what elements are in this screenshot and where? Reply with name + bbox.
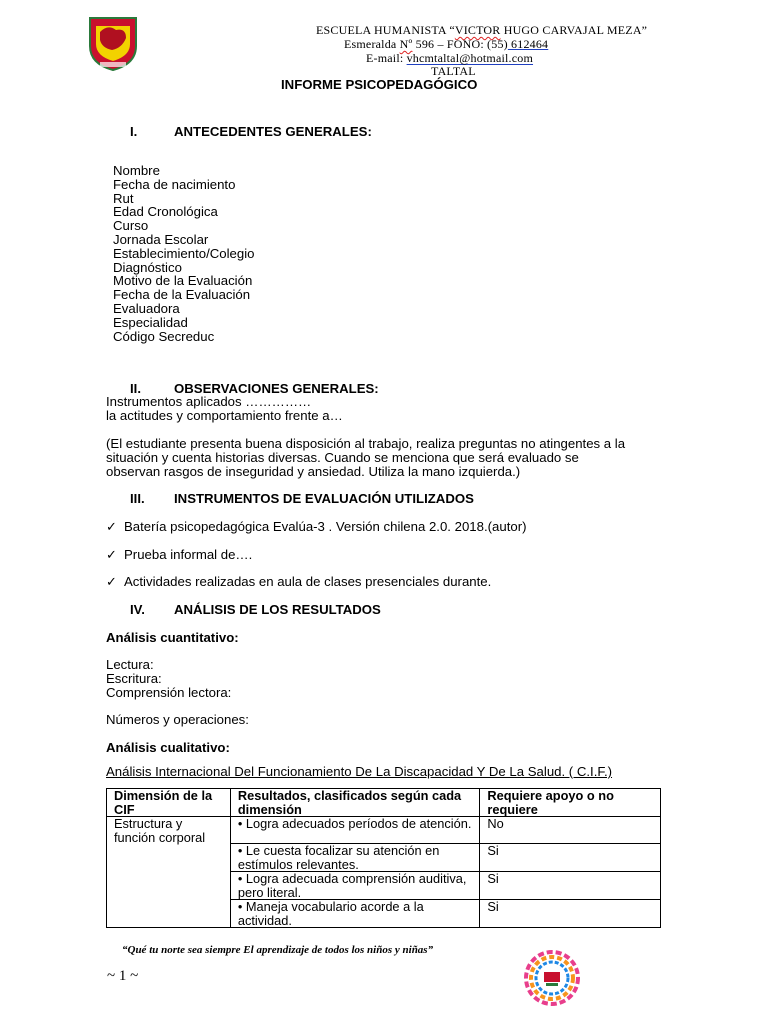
result-cell: • Le cuesta focalizar su atención en estímulos relevantes.: [230, 844, 479, 872]
result-cell: • Logra adecuados períodos de atención.: [230, 817, 479, 844]
field-label: Diagnóstico: [113, 259, 182, 275]
field-label: Fecha de la Evaluación: [113, 287, 251, 303]
observation-attitudes: la actitudes y comportamiento frente a…: [106, 408, 343, 423]
lectura-label: Lectura:: [106, 657, 154, 672]
result-cell: • Maneja vocabulario acorde a la actividad.: [230, 900, 479, 928]
field-label: Nombre: [113, 163, 160, 178]
support-cell: Si: [480, 900, 661, 928]
section-heading-3: III. INSTRUMENTOS DE EVALUACIÓN UTILIZADOS: [130, 491, 474, 506]
fields-list: [113, 164, 254, 343]
field-label: Evaluadora: [113, 300, 180, 316]
section-heading-4: IV. ANÁLISIS DE LOS RESULTADOS: [130, 602, 381, 617]
support-cell: Si: [480, 844, 661, 872]
checkmark-icon: ✓: [106, 574, 118, 589]
header-results: Resultados, clasificados según cada dimensión: [230, 789, 479, 817]
result-cell: • Logra adecuada comprensión auditiva, pero literal.: [230, 872, 479, 900]
field-label: Jornada Escolar: [113, 231, 209, 247]
checkmark-icon: ✓: [106, 519, 118, 534]
qualitative-title: Análisis cualitativo:: [106, 740, 230, 755]
cif-table: [106, 788, 661, 928]
checkmark-icon: ✓: [106, 547, 118, 562]
school-city: TALTAL: [431, 64, 476, 78]
section-heading-1: I. ANTECEDENTES GENERALES:: [130, 124, 372, 139]
header-support: Requiere apoyo o no requiere: [480, 789, 661, 817]
school-logo: [86, 14, 140, 72]
field-label: Curso: [113, 218, 149, 234]
school-name: ESCUELA HUMANISTA “VICTOR HUGO CARVAJAL MEZA”: [316, 23, 648, 37]
observation-instruments: Instrumentos aplicados ……………: [106, 394, 312, 409]
field-label: Motivo de la Evaluación: [113, 273, 253, 289]
table-header-row: [107, 789, 661, 817]
support-cell: Si: [480, 872, 661, 900]
page-number: ~ 1 ~: [107, 968, 139, 984]
table-row: [107, 817, 661, 844]
section-heading-2: II. OBSERVACIONES GENERALES:: [130, 381, 379, 396]
observation-paragraph: (El estudiante presenta buena disposición al trabajo, realiza preguntas no atingentes a la situación y cuenta historias diversas. Cuando se menciona que será evaluado se observan rasgos de inseguridad y ansiedad. Utiliza la mano izquierda.): [106, 436, 626, 479]
escritura-label: Escritura:: [106, 671, 162, 686]
instrument-item: ✓ Batería psicopedagógica Evalúa-3 . Versión chilena 2.0. 2018.(autor): [106, 519, 527, 534]
field-label: Establecimiento/Colegio: [113, 245, 255, 261]
field-label: Código Secreduc: [113, 328, 215, 344]
field-label: Rut: [113, 190, 134, 206]
instrument-item: ✓ Actividades realizadas en aula de clases presenciales durante.: [106, 574, 492, 589]
footer-motto: “Qué tu norte sea siempre El aprendizaje de todos los niños y niñas”: [122, 944, 434, 956]
colorful-emblem-icon: [524, 950, 580, 1006]
dimension-cell: Estructura y función corporal: [107, 817, 231, 928]
numeros-label: Números y operaciones:: [106, 712, 249, 727]
support-cell: No: [480, 817, 661, 844]
header-dimension: Dimensión de la CIF: [107, 789, 231, 817]
document-title: INFORME PSICOPEDAGÓGICO: [281, 77, 478, 92]
quantitative-title: Análisis cuantitativo:: [106, 630, 239, 645]
school-address: Esmeralda Nº 596 – FONO: (55) 612464: [344, 37, 549, 51]
email-link[interactable]: vhcmtaltal@hotmail.com: [406, 51, 534, 65]
field-label: Especialidad: [113, 314, 188, 330]
field-label: Fecha de nacimiento: [113, 176, 236, 192]
field-label: Edad Cronológica: [113, 204, 218, 220]
cif-title: Análisis Internacional Del Funcionamiento De La Discapacidad Y De La Salud. ( C.I.F.): [106, 764, 613, 779]
school-email: E-mail: vhcmtaltal@hotmail.com: [366, 51, 534, 65]
comprension-label: Comprensión lectora:: [106, 685, 232, 700]
instrument-item: ✓ Prueba informal de….: [106, 547, 253, 562]
